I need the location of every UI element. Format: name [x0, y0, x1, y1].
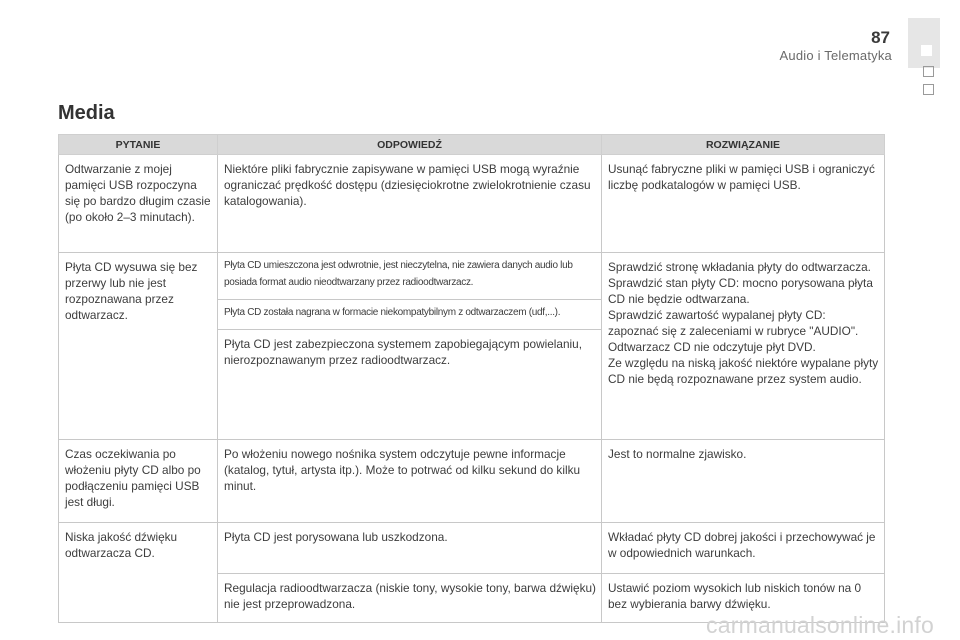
table-header-row [59, 135, 885, 155]
page-title: Media [58, 102, 115, 124]
answer-cell: Po włożeniu nowego nośnika system odczytuje pewne informacje (katalog, tytuł, artysta itp.). Może to potrwać od kilku sekund do kilku minut. [218, 440, 602, 523]
table-row [59, 523, 885, 574]
column-header-solution: ROZWIĄZANIE [602, 135, 885, 155]
page-number: 87 [871, 28, 890, 47]
chapter-marker-empty-icon [923, 66, 934, 77]
chapter-marker-empty-icon [923, 84, 934, 95]
column-header-question: PYTANIE [59, 135, 218, 155]
solution-cell: Wkładać płyty CD dobrej jakości i przechowywać je w odpowiednich warunkach. [602, 523, 885, 574]
watermark: carmanualsonline.info [706, 612, 934, 638]
answer-cell: Niektóre pliki fabrycznie zapisywane w pamięci USB mogą wyraźnie ograniczać prędkość dostępu (dziesięciokrotne zwielokrotnienie czasu katalogowania). [218, 155, 602, 253]
answer-cell: Płyta CD została nagrana w formacie niekompatybilnym z odtwarzaczem (udf,...). [218, 300, 602, 330]
solution-cell [602, 253, 885, 440]
solution-cell: Ustawić poziom wysokich lub niskich tonów na 0 bez wybierania barwy dźwięku. [602, 574, 885, 623]
section-title: Audio i Telematyka [779, 48, 892, 63]
question-cell: Płyta CD wysuwa się bez przerwy lub nie jest rozpoznawana przez odtwarzacz. [59, 253, 218, 440]
side-tab-strip [908, 18, 940, 68]
solution-cell: Usunąć fabryczne pliki w pamięci USB i ograniczyć liczbę podkatalogów w pamięci USB. [602, 155, 885, 253]
answer-cell: Płyta CD jest porysowana lub uszkodzona. [218, 523, 602, 574]
table-row [59, 155, 885, 253]
answer-cell: Regulacja radioodtwarzacza (niskie tony, wysokie tony, barwa dźwięku) nie jest przeprowadzona. [218, 574, 602, 623]
solution-line: Odtwarzacz CD nie odczytuje płyt DVD. [608, 340, 816, 354]
table-row [59, 440, 885, 523]
solution-line: Sprawdzić zawartość wypalanej płyty CD: zapoznać się z zaleceniami w rubryce "AUDIO". [608, 308, 859, 338]
question-cell: Odtwarzanie z mojej pamięci USB rozpoczyna się po bardzo długim czasie (po około 2–3 minutach). [59, 155, 218, 253]
answer-cell: Płyta CD jest zabezpieczona systemem zapobiegającym powielaniu, nierozpoznawanym przez radioodtwarzacz. [218, 330, 602, 440]
solution-line: Ze względu na niską jakość niektóre wypalane płyty CD nie będą rozpoznawane przez system audio. [608, 356, 879, 386]
solution-line: Sprawdzić stan płyty CD: mocno porysowana płyta CD nie będzie odtwarzana. [608, 276, 873, 306]
solution-line: Sprawdzić stronę wkładania płyty do odtwarzacza. [608, 260, 871, 274]
column-header-answer: ODPOWIEDŹ [218, 135, 602, 155]
answer-cell: Płyta CD umieszczona jest odwrotnie, jest nieczytelna, nie zawiera danych audio lub posiada format audio nieodtwarzany przez radioodtwarzacz. [218, 253, 602, 300]
faq-table [58, 134, 885, 623]
question-cell: Niska jakość dźwięku odtwarzacza CD. [59, 523, 218, 623]
table-row [59, 253, 885, 300]
chapter-marker-filled-icon [921, 45, 932, 56]
solution-cell: Jest to normalne zjawisko. [602, 440, 885, 523]
question-cell: Czas oczekiwania po włożeniu płyty CD albo po podłączeniu pamięci USB jest długi. [59, 440, 218, 523]
